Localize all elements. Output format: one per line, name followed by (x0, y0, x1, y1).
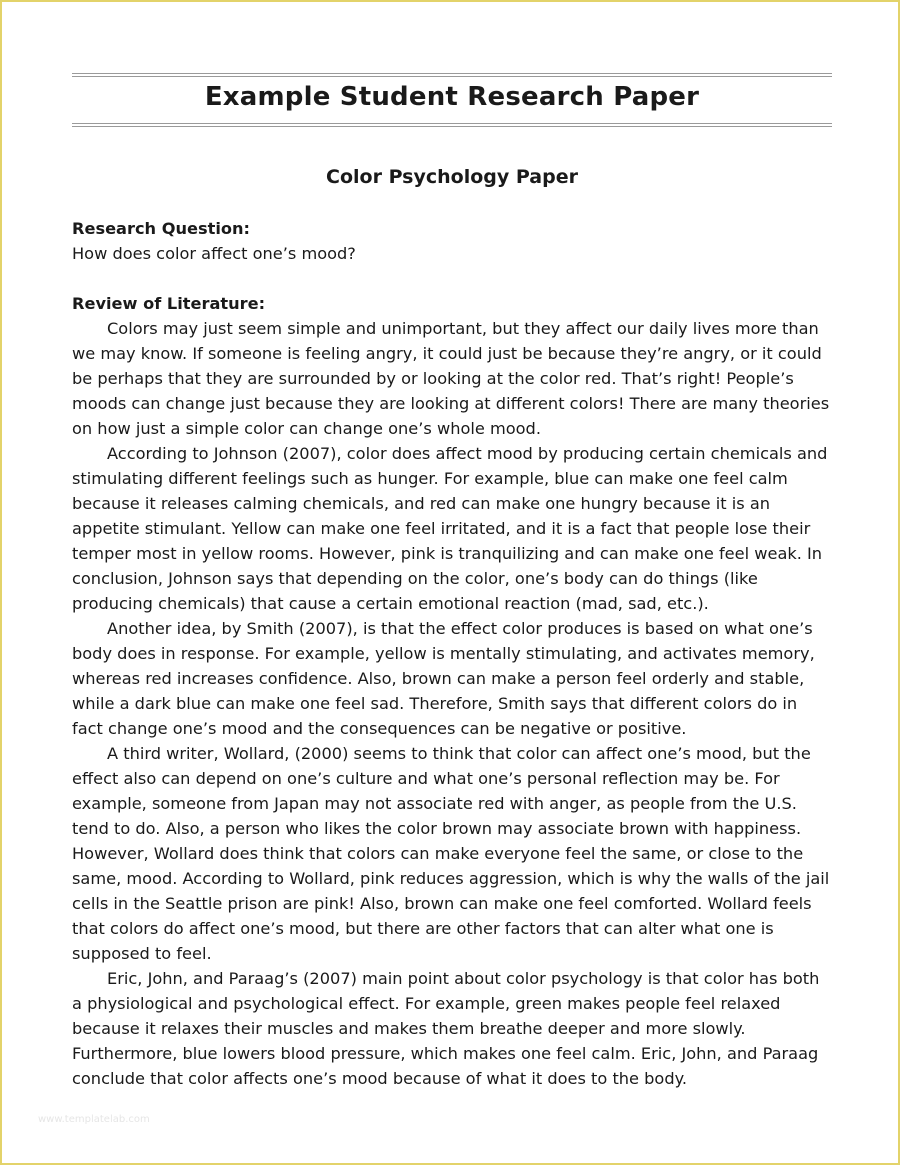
review-heading: Review of Literature: (72, 294, 266, 313)
review-paragraph: Another idea, by Smith (2007), is that the effect color produces is based on what one’s body does in response. For example, yellow is mentally stimulating, and activates memory, whereas red increases confidence. Also, brown can make a person feel orderly and stable, while a dark blue can make one feel sad. Therefore, Smith says that different colors do in fact change one’s mood and the consequences can be negative or positive. (72, 619, 815, 738)
review-paragraph: Colors may just seem simple and unimportant, but they affect our daily lives more than we may know. If someone is feeling angry, it could just be because they’re angry, or it could be perhaps that they are surrounded by or looking at the color red. That’s right! People’s moods can change just because they are looking at different colors! There are many theories on how just a simple color can change one’s whole mood. (72, 319, 830, 438)
research-question-text: How does color affect one’s mood? (72, 244, 356, 263)
research-question-heading: Research Question: (72, 219, 251, 238)
title-rule-bottom (72, 123, 832, 127)
review-paragraph: According to Johnson (2007), color does affect mood by producing certain chemicals and stimulating different feelings such as hunger. For example, blue can make one feel calm because it releases calming chemicals, and red can make one hungry because it is an appetite stimulant. Yellow can make one feel irritated, and it is a fact that people lose their temper most in yellow rooms. However, pink is tranquilizing and can make one feel weak. In conclusion, Johnson says that depending on the color, one’s body can do things (like producing chemicals) that cause a certain emotional reaction (mad, sad, etc.). (72, 444, 828, 613)
review-paragraph: A third writer, Wollard, (2000) seems to think that color can affect one’s mood, but the effect also can depend on one’s culture and what one’s personal reflection may be. For example, someone from Japan may not associate red with anger, as people from the U.S. tend to do. Also, a person who likes the color brown may associate brown with happiness. However, Wollard does think that colors can make everyone feel the same, or close to the same, mood. According to Wollard, pink reduces aggression, which is why the walls of the jail cells in the Seattle prison are pink! Also, brown can make one feel comforted. Wollard feels that colors do affect one’s mood, but there are other factors that can alter what one is supposed to feel. (72, 744, 830, 963)
watermark: www.templatelab.com (38, 1114, 150, 1125)
title-rule-top (72, 73, 832, 77)
paper-subtitle: Color Psychology Paper (326, 166, 578, 188)
review-paragraph: Eric, John, and Paraag’s (2007) main point about color psychology is that color has both a physiological and psychological effect. For example, green makes people feel relaxed because it relaxes their muscles and makes them breathe deeper and more slowly. Furthermore, blue lowers blood pressure, which makes one feel calm. Eric, John, and Paraag conclude that color affects one’s mood because of what it does to the body. (72, 969, 820, 1088)
page-title: Example Student Research Paper (204, 82, 700, 112)
paper-body (72, 216, 832, 1091)
